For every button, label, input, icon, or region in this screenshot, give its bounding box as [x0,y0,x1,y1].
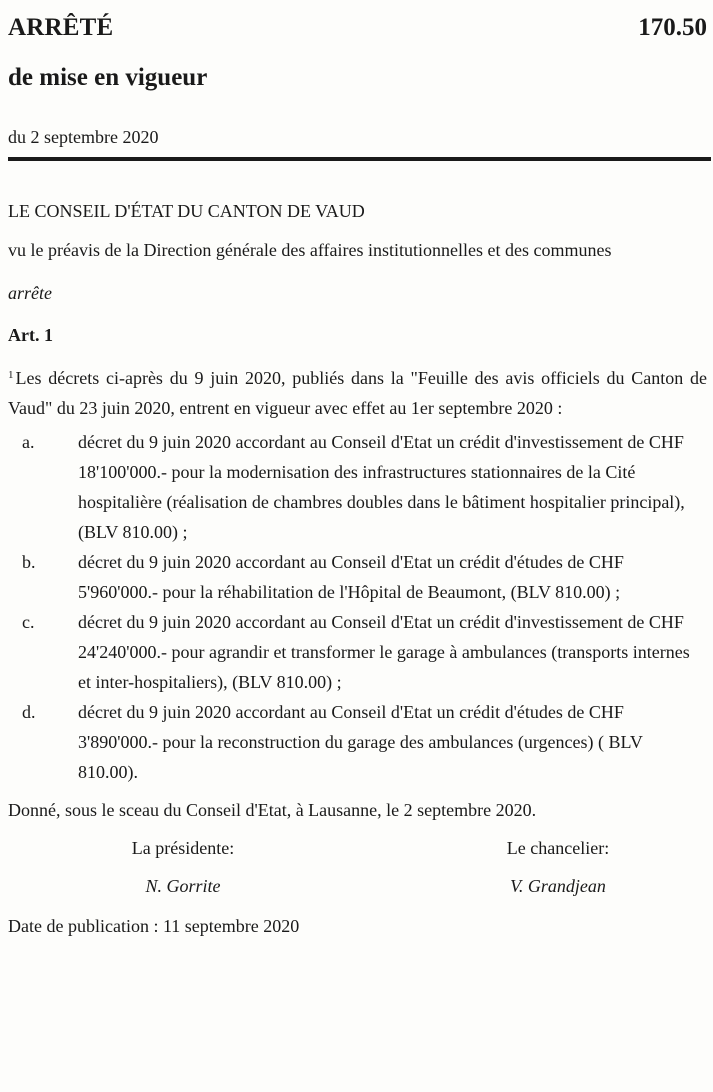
list-item [8,547,707,607]
president-name: N. Gorrite [145,876,221,896]
decides: arrête [8,283,52,303]
chancellor-role: Le chancelier: [506,838,610,858]
list-item [8,607,707,697]
header-divider [8,157,711,161]
authority: LE CONSEIL D'ÉTAT DU CANTON DE VAUD [8,201,365,221]
list-item-text: décret du 9 juin 2020 accordant au Conseil d'Etat un crédit d'études de CHF 3'890'000.- pour la reconstruction du garage des ambulances (urgences) ( BLV 810.00). [78,702,643,782]
list-item-text: décret du 9 juin 2020 accordant au Conseil d'Etat un crédit d'études de CHF 5'960'000.- pour la réhabilitation de l'Hôpital de Beaumont, (BLV 810.00) ; [78,552,624,602]
alinea-number: 1 [8,369,14,381]
list-item-text: décret du 9 juin 2020 accordant au Conseil d'Etat un crédit d'investissement de CHF 18'100'000.- pour la modernisation des infrastructures stationnaires de la Cité hospitalière (réalisation de chambres doubles dans le bâtiment hospitalier principal), (BLV 810.00) ; [78,432,685,542]
publication-date: Date de publication : 11 septembre 2020 [8,916,300,936]
list-item-text: décret du 9 juin 2020 accordant au Conseil d'Etat un crédit d'investissement de CHF 24'240'000.- pour agrandir et transformer le garage à ambulances (transports internes et inter-hospitaliers), (BLV 810.00) ; [78,612,690,692]
document-body [8,196,707,941]
list-item-letter: a. [22,432,35,452]
header-row [8,14,707,50]
alinea-text: Les décrets ci-après du 9 juin 2020, publiés dans la "Feuille des avis officiels du Canton de Vaud" du 23 juin 2020, entrent en vigueur avec effet au 1er septembre 2020 : [8,368,707,418]
article-title: Art. 1 [8,325,53,345]
signature-roles [8,833,707,863]
document-date: du 2 septembre 2020 [8,127,159,147]
document-title: ARRÊTÉ [8,14,114,41]
list-item-letter: c. [22,612,35,632]
considerant: vu le préavis de la Direction générale des affaires institutionnelles et des communes [8,240,612,260]
alinea [8,360,707,423]
given-clause: Donné, sous le sceau du Conseil d'Etat, à Lausanne, le 2 septembre 2020. [8,800,537,820]
list-item [8,697,707,787]
document-number: 170.50 [638,14,707,41]
president-role: La présidente: [131,838,235,858]
list-item [8,427,707,547]
chancellor-name: V. Grandjean [510,876,606,896]
document-subtitle: de mise en vigueur [8,64,208,91]
list-item-letter: b. [22,552,36,572]
signature-names [8,871,707,901]
list-item-letter: d. [22,702,36,722]
